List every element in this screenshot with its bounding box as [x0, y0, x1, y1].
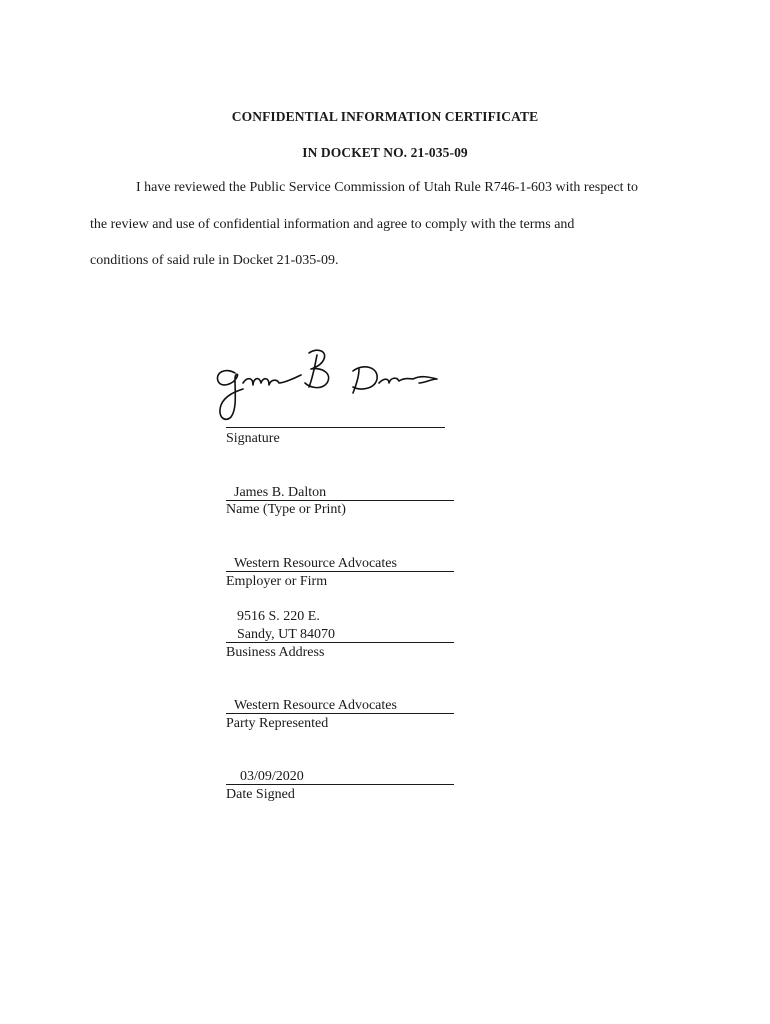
name-field	[226, 485, 454, 501]
signature-line	[226, 427, 445, 428]
employer-value: Western Resource Advocates	[234, 556, 397, 571]
paragraph-line-3: conditions of said rule in Docket 21-035-09.	[90, 253, 339, 268]
party-value: Western Resource Advocates	[234, 698, 397, 713]
handwritten-signature	[213, 343, 445, 429]
date-value: 03/09/2020	[240, 769, 304, 784]
date-field	[226, 769, 454, 785]
paragraph-line-1: I have reviewed the Public Service Commission of Utah Rule R746-1-603 with respect to	[136, 180, 638, 195]
employer-field	[226, 556, 454, 572]
docket-number-heading: IN DOCKET NO. 21-035-09	[302, 145, 468, 160]
employer-label: Employer or Firm	[226, 574, 328, 589]
date-label: Date Signed	[226, 787, 295, 802]
signature-label: Signature	[226, 431, 280, 446]
name-value: James B. Dalton	[234, 485, 327, 500]
address-field	[226, 627, 454, 643]
party-field	[226, 698, 454, 714]
address-line-1: 9516 S. 220 E.	[237, 609, 320, 624]
paragraph-line-2: the review and use of confidential information and agree to comply with the terms and	[90, 217, 575, 232]
address-label: Business Address	[226, 645, 325, 660]
certificate-title: CONFIDENTIAL INFORMATION CERTIFICATE	[231, 109, 539, 124]
name-label: Name (Type or Print)	[226, 502, 346, 517]
address-line-2: Sandy, UT 84070	[237, 627, 335, 642]
party-label: Party Represented	[226, 716, 329, 731]
